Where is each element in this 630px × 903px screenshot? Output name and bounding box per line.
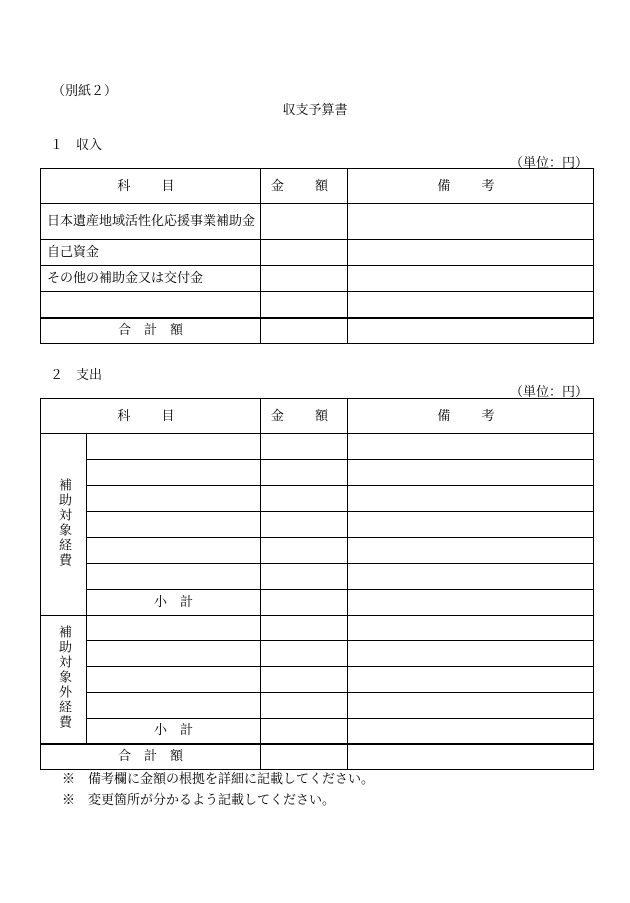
income-col-amount: 金 額 [261,169,348,204]
expense-subtotal-remarks[interactable] [348,590,594,616]
document-title: 収支予算書 [282,103,348,118]
expense-item-cell[interactable] [87,616,261,641]
expense-remarks-cell[interactable] [348,564,594,590]
income-total-remarks[interactable] [348,318,594,344]
expense-header-row [41,399,594,434]
expense-amount-cell[interactable] [261,434,348,460]
table-row [41,667,594,693]
table-row [41,616,594,641]
expense-remarks-cell[interactable] [348,641,594,667]
expense-amount-cell[interactable] [261,693,348,719]
expense-item-cell[interactable] [87,538,261,564]
expense-item-cell[interactable] [87,564,261,590]
expense-subtotal-amount[interactable] [261,719,348,744]
table-row [41,564,594,590]
income-total-label: 合 計 額 [41,318,261,344]
expense-amount-cell[interactable] [261,512,348,538]
expense-item-cell[interactable] [87,693,261,719]
expense-total-row [41,744,594,770]
expense-group-subsidized [41,434,87,616]
expense-subtotal-amount[interactable] [261,590,348,616]
expense-amount-cell[interactable] [261,564,348,590]
expense-remarks-cell[interactable] [348,486,594,512]
income-remarks-cell[interactable] [348,240,594,266]
expense-remarks-cell[interactable] [348,538,594,564]
expense-col-subject: 科 目 [41,399,261,434]
note-changes: ※ 変更箇所が分かるよう記載してください。 [62,793,336,808]
expense-group-unsubsidized [41,616,87,744]
income-total-amount[interactable] [261,318,348,344]
expense-amount-cell[interactable] [261,667,348,693]
income-total-row [41,318,594,344]
expense-subtotal-remarks[interactable] [348,719,594,744]
expense-amount-cell[interactable] [261,641,348,667]
expense-remarks-cell[interactable] [348,460,594,486]
income-unit-label: （単位：円） [509,156,588,171]
table-row [41,204,594,240]
expense-table [40,398,594,770]
income-header-row [41,169,594,204]
income-amount-cell[interactable] [261,204,348,240]
expense-col-amount: 金 額 [261,399,348,434]
income-col-remarks: 備 考 [348,169,594,204]
expense-subtotal-label: 小 計 [87,719,261,744]
expense-amount-cell[interactable] [261,460,348,486]
note-remarks: ※ 備考欄に金額の根拠を詳細に記載してください。 [62,772,375,787]
expense-item-cell[interactable] [87,667,261,693]
income-remarks-cell[interactable] [348,292,594,318]
expense-total-remarks[interactable] [348,744,594,770]
income-remarks-cell[interactable] [348,204,594,240]
expense-remarks-cell[interactable] [348,434,594,460]
expense-item-cell[interactable] [87,641,261,667]
expense-amount-cell[interactable] [261,616,348,641]
expense-group-subsidized-label: 補助対象経費 [56,477,71,568]
income-amount-cell[interactable] [261,266,348,292]
expense-unit-label: （単位：円） [509,385,588,400]
expense-item-cell[interactable] [87,434,261,460]
income-table [40,168,594,344]
expense-remarks-cell[interactable] [348,693,594,719]
table-row [41,460,594,486]
expense-col-remarks: 備 考 [348,399,594,434]
income-col-subject: 科 目 [41,169,261,204]
income-amount-cell[interactable] [261,240,348,266]
table-row [41,266,594,292]
expense-subtotal-label: 小 計 [87,590,261,616]
income-row-label: 日本遺産地域活性化応援事業補助金 [41,204,261,240]
income-remarks-cell[interactable] [348,266,594,292]
expense-subtotal-row [41,590,594,616]
expense-heading: ２ 支出 [50,368,103,383]
income-amount-cell[interactable] [261,292,348,318]
expense-item-cell[interactable] [87,512,261,538]
table-row [41,538,594,564]
income-row-label [41,292,261,318]
expense-remarks-cell[interactable] [348,667,594,693]
expense-remarks-cell[interactable] [348,512,594,538]
income-heading: １ 収入 [50,138,103,153]
table-row [41,693,594,719]
expense-remarks-cell[interactable] [348,616,594,641]
table-row [41,641,594,667]
table-row [41,434,594,460]
table-row [41,240,594,266]
attachment-label: （別紙２） [52,84,118,99]
income-row-label: その他の補助金又は交付金 [41,266,261,292]
expense-item-cell[interactable] [87,460,261,486]
table-row [41,486,594,512]
expense-amount-cell[interactable] [261,486,348,512]
expense-amount-cell[interactable] [261,538,348,564]
expense-group-unsubsidized-label: 補助対象外経費 [56,624,71,730]
expense-subtotal-row [41,719,594,744]
table-row [41,512,594,538]
expense-total-label: 合 計 額 [41,744,261,770]
income-row-label: 自己資金 [41,240,261,266]
expense-total-amount[interactable] [261,744,348,770]
table-row [41,292,594,318]
expense-item-cell[interactable] [87,486,261,512]
